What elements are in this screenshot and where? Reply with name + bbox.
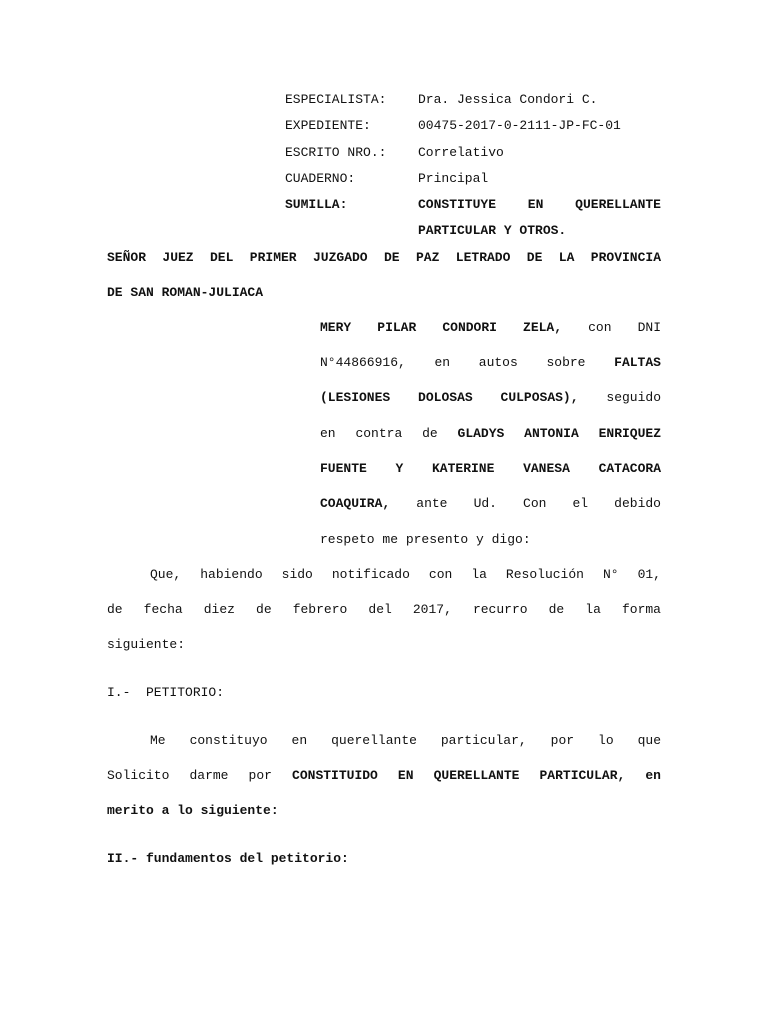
section1-plain-text: Solicito darme por [107, 768, 272, 783]
cuaderno-label: CUADERNO: [285, 171, 356, 186]
party-line7: respeto me presento y digo: [320, 532, 531, 547]
party-word: contra [355, 426, 403, 441]
party-word: autos [478, 355, 518, 370]
party-word: seguido [606, 390, 661, 405]
cuaderno-value: Principal [418, 171, 489, 186]
section1-line3: merito a lo siguiente: [107, 803, 279, 818]
party-word: Con [523, 496, 547, 511]
section1-bold-text: CONSTITUIDO EN QUERELLANTE PARTICULAR, en [292, 768, 661, 783]
party-word: DNI [637, 320, 661, 335]
party-name: MERY PILAR CONDORI ZELA, [320, 320, 563, 335]
party-word: en [320, 426, 336, 441]
sumilla-label: SUMILLA: [285, 197, 348, 212]
intro-line3: siguiente: [107, 637, 186, 652]
expediente-value: 00475-2017-0-2111-JP-FC-01 [418, 118, 621, 133]
header-sumilla [285, 196, 418, 214]
party-word: debido [614, 496, 661, 511]
party-line6 [320, 494, 661, 514]
especialista-label: ESPECIALISTA: [285, 92, 387, 107]
section1-heading: I.- PETITORIO: [107, 685, 225, 700]
header-escrito [285, 144, 504, 162]
party-line5: FUENTE Y KATERINE VANESA CATACORA [320, 461, 661, 476]
party-word: de [422, 426, 438, 441]
party-line1 [320, 318, 661, 338]
party-defendant-word: GLADYS [457, 426, 505, 441]
party-word: ante [416, 496, 448, 511]
header-expediente [285, 117, 621, 135]
party-defendant-word: ENRIQUEZ [598, 426, 662, 441]
party-word: Ud. [473, 496, 497, 511]
especialista-value: Dra. Jessica Condori C. [418, 92, 598, 107]
sumilla-value-line2: PARTICULAR Y OTROS. [418, 223, 567, 238]
party-defendant-word: COAQUIRA, [320, 496, 391, 511]
section2-heading: II.- fundamentos del petitorio: [107, 851, 349, 866]
header-cuaderno [285, 170, 488, 188]
party-lesiones: (LESIONES DOLOSAS CULPOSAS), [320, 390, 579, 405]
party-word: el [572, 496, 589, 511]
address-line2: DE SAN ROMAN-JULIACA [107, 285, 264, 300]
intro-line2: de fecha diez de febrero del 2017, recurro de la forma [107, 602, 661, 617]
party-word: con [588, 320, 612, 335]
section1-line2 [107, 766, 661, 786]
party-line2 [320, 353, 661, 373]
party-line3 [320, 388, 661, 408]
header-especialista [285, 91, 597, 109]
intro-line1: Que, habiendo sido notificado con la Resolución N° 01, [150, 567, 661, 582]
party-dni-number: N°44866916, [320, 355, 406, 370]
expediente-label: EXPEDIENTE: [285, 118, 371, 133]
party-word: sobre [546, 355, 586, 370]
party-line4 [320, 424, 661, 444]
party-word: en [434, 355, 451, 370]
party-defendant-word: ANTONIA [524, 426, 579, 441]
party-faltas: FALTAS [614, 355, 661, 370]
sumilla-value-line1: CONSTITUYE EN QUERELLANTE [418, 197, 661, 212]
escrito-value: Correlativo [418, 145, 504, 160]
address-line1: SEÑOR JUEZ DEL PRIMER JUZGADO DE PAZ LETRADO DE LA PROVINCIA [107, 250, 661, 265]
escrito-label: ESCRITO NRO.: [285, 145, 387, 160]
section1-line1: Me constituyo en querellante particular, por lo que [150, 733, 661, 748]
